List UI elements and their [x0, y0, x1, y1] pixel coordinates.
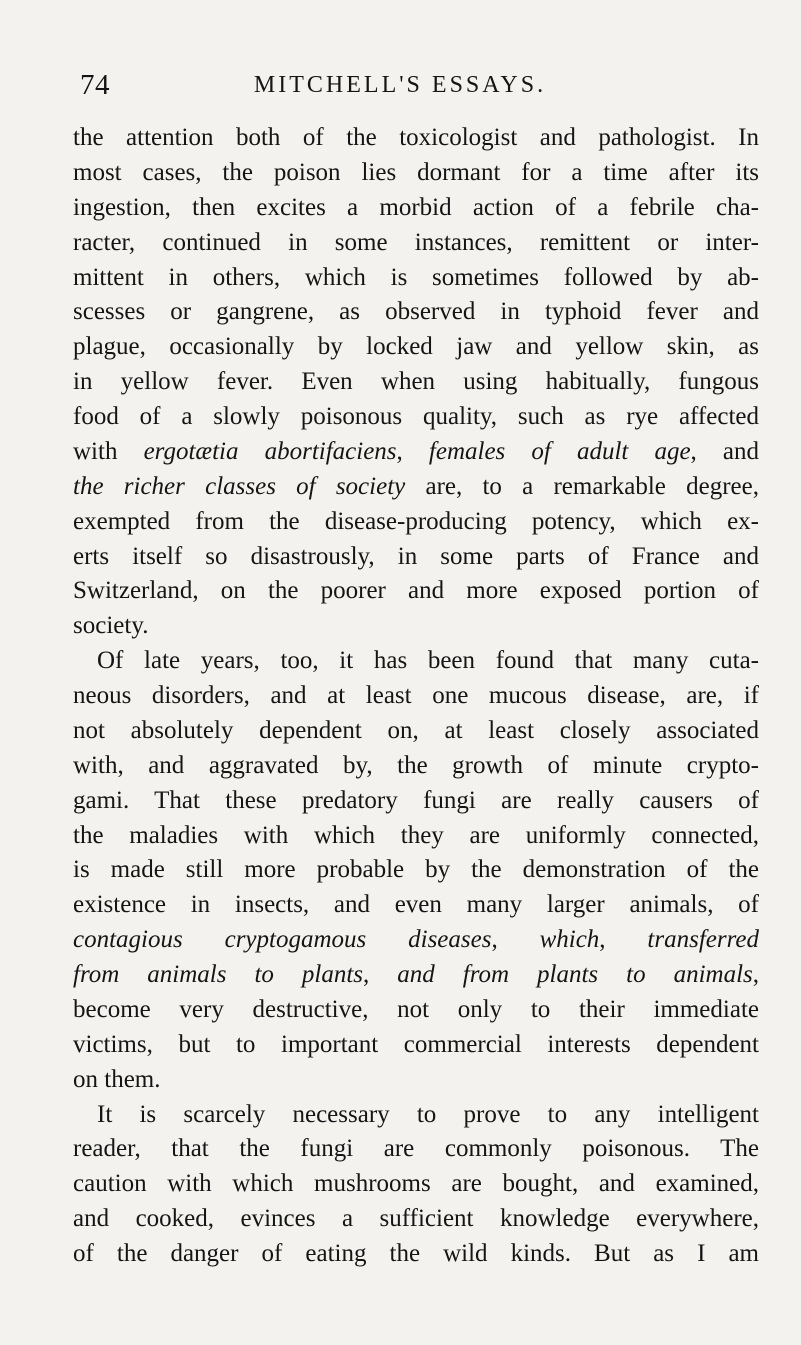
- text-line: most cases, the poison lies dormant for a time after its: [73, 158, 759, 186]
- text-segment: ,: [396, 437, 429, 465]
- text-line: It is scarcely necessary to prove to any intelligent: [97, 1100, 759, 1128]
- text-line: Switzerland, on the poorer and more exposed portion of: [73, 577, 759, 605]
- text-line: scesses or gangrene, as observed in typhoid fever and: [73, 298, 759, 326]
- text-segment: ,: [752, 961, 759, 988]
- text-line: [73, 435, 759, 470]
- text-line: caution with which mushrooms are bought, and examined,: [73, 1170, 759, 1198]
- text-line: of the danger of eating the wild kinds. But as I am: [73, 1240, 759, 1267]
- text-line: mittent in others, which is sometimes followed by ab-: [73, 263, 759, 291]
- text-line: erts itself so disastrously, in some parts of France and: [73, 542, 759, 570]
- text-line: the attention both of the toxicologist and pathologist. In: [73, 124, 759, 151]
- text-line: gami. That these predatory fungi are really causers of: [73, 786, 759, 814]
- text-line: ingestion, then excites a morbid action of a febrile cha-: [73, 193, 759, 221]
- text-segment: ,: [599, 926, 648, 954]
- text-line: [73, 923, 759, 958]
- text-line: reader, that the fungi are commonly poisonous. The: [73, 1135, 759, 1163]
- running-title: MITCHELL'S ESSAYS.: [253, 72, 547, 98]
- text-line: with, and aggravated by, the growth of minute crypto-: [73, 751, 759, 779]
- text-line: the maladies with which they are uniformly connected,: [73, 821, 759, 849]
- text-line: [73, 470, 759, 505]
- body-text: [73, 121, 759, 1272]
- text-line: exempted from the disease-producing potency, which ex-: [73, 507, 759, 535]
- text-line: plague, occasionally by locked jaw and yellow skin, as: [73, 333, 759, 361]
- text-line: in yellow fever. Even when using habitually, fungous: [73, 368, 759, 396]
- text-segment: are, to a remarkable degree,: [405, 472, 759, 500]
- text-line: and cooked, evinces a sufficient knowledge everywhere,: [73, 1205, 759, 1233]
- text-line: Of late years, too, it has been found that many cuta-: [97, 647, 759, 675]
- text-segment: , and: [690, 437, 759, 465]
- italic-text: and from plants to animals: [397, 961, 753, 988]
- text-line: victims, but to important commercial interests dependent: [73, 1030, 759, 1058]
- text-line: racter, continued in some instances, remittent or inter-: [73, 228, 759, 256]
- italic-text: which: [539, 926, 600, 954]
- text-line: not absolutely dependent on, at least closely associated: [73, 716, 759, 744]
- page-number: 74: [80, 69, 110, 101]
- text-line: neous disorders, and at least one mucous disease, are, if: [73, 682, 759, 709]
- italic-text: the richer classes of society: [73, 472, 406, 500]
- text-line: society.: [73, 612, 149, 640]
- italic-text: females of adult age: [428, 437, 691, 465]
- text-segment: ,: [363, 961, 398, 988]
- italic-text: contagious cryptogamous diseases: [73, 926, 492, 954]
- text-line: [73, 958, 759, 993]
- text-line: become very destructive, not only to their immediate: [73, 995, 759, 1023]
- text-line: on them.: [73, 1065, 161, 1093]
- text-line: existence in insects, and even many larger animals, of: [73, 891, 759, 919]
- italic-text: ergotætia abortifaciens: [143, 437, 397, 465]
- text-line: food of a slowly poisonous quality, such as rye affected: [73, 403, 759, 430]
- italic-text: from animals to plants: [73, 961, 364, 988]
- page-header: [40, 65, 760, 105]
- text-segment: ,: [491, 926, 540, 954]
- italic-text: transferred: [647, 926, 759, 954]
- text-segment: with: [73, 437, 144, 465]
- text-line: is made still more probable by the demonstration of the: [73, 856, 759, 884]
